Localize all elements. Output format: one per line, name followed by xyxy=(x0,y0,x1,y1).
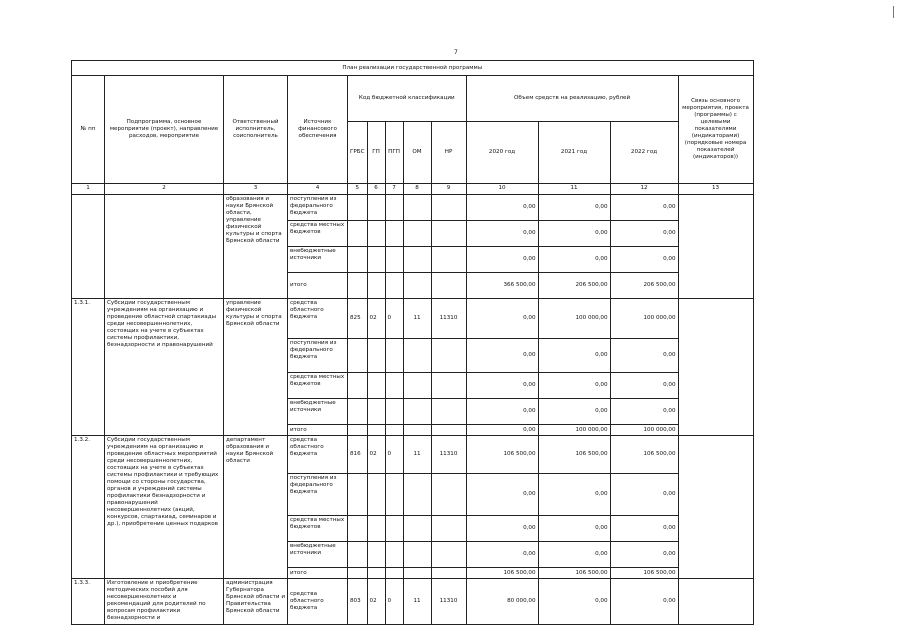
column-number: 11 xyxy=(538,184,610,195)
header-om: ОМ xyxy=(403,122,431,184)
header-link: Связь основного мероприятия, проекта (программы) с целевыми показателями (индикаторами) (порядковые номера показателей (индикаторов)) xyxy=(678,76,753,184)
row-link xyxy=(678,436,753,579)
row-source: средства местных бюджетов xyxy=(288,516,348,542)
row-executor: администрация Губернатора Брянской области и Правительства Брянской области xyxy=(224,579,288,625)
row-np: 11310 xyxy=(431,299,466,339)
program-plan-table xyxy=(71,60,754,625)
column-number: 3 xyxy=(224,184,288,195)
row-grbs xyxy=(348,474,368,516)
row-executor: управление физической культуры и спорта Брянской области xyxy=(224,299,288,436)
header-2022: 2022 год xyxy=(610,122,678,184)
column-number: 9 xyxy=(431,184,466,195)
row-gp xyxy=(367,568,385,579)
row-source: средства областного бюджета xyxy=(288,299,348,339)
row-2020: 0,00 xyxy=(466,299,538,339)
row-grbs xyxy=(348,399,368,425)
row-grbs xyxy=(348,247,368,273)
row-grbs xyxy=(348,195,368,221)
row-om xyxy=(403,247,431,273)
row-gp: 02 xyxy=(367,579,385,625)
row-np xyxy=(431,221,466,247)
row-gp xyxy=(367,273,385,299)
row-gp xyxy=(367,195,385,221)
row-om: 11 xyxy=(403,299,431,339)
row-2021: 0,00 xyxy=(538,221,610,247)
row-grbs xyxy=(348,221,368,247)
row-source: внебюджетные источники xyxy=(288,247,348,273)
row-source: средства областного бюджета xyxy=(288,579,348,625)
table-row xyxy=(72,195,754,221)
header-program: Подпрограмма, основное мероприятие (проект), направление расходов, мероприятие xyxy=(105,76,224,184)
row-2022: 106 500,00 xyxy=(610,568,678,579)
header-gp: ГП xyxy=(367,122,385,184)
row-pgp xyxy=(385,195,403,221)
row-2021: 0,00 xyxy=(538,373,610,399)
row-2022: 0,00 xyxy=(610,247,678,273)
row-2020: 0,00 xyxy=(466,516,538,542)
header-grbs: ГРБС xyxy=(348,122,368,184)
row-number xyxy=(72,195,105,299)
row-pgp xyxy=(385,273,403,299)
row-source: средства местных бюджетов xyxy=(288,373,348,399)
row-gp xyxy=(367,542,385,568)
row-om xyxy=(403,195,431,221)
column-number-row xyxy=(72,184,754,195)
row-pgp xyxy=(385,339,403,373)
row-2021: 106 500,00 xyxy=(538,568,610,579)
row-om: 11 xyxy=(403,579,431,625)
row-om xyxy=(403,373,431,399)
row-pgp xyxy=(385,516,403,542)
header-num: № пп xyxy=(72,76,105,184)
row-source: внебюджетные источники xyxy=(288,399,348,425)
row-pgp: 0 xyxy=(385,299,403,339)
row-2022: 0,00 xyxy=(610,399,678,425)
row-om xyxy=(403,399,431,425)
row-2021: 0,00 xyxy=(538,516,610,542)
row-grbs xyxy=(348,339,368,373)
row-om xyxy=(403,474,431,516)
row-om xyxy=(403,221,431,247)
row-grbs: 825 xyxy=(348,299,368,339)
table-row xyxy=(72,436,754,474)
row-2022: 100 000,00 xyxy=(610,299,678,339)
row-om: 11 xyxy=(403,436,431,474)
row-np xyxy=(431,339,466,373)
row-2021: 0,00 xyxy=(538,474,610,516)
column-number: 7 xyxy=(385,184,403,195)
row-pgp xyxy=(385,568,403,579)
page-number: 7 xyxy=(454,49,458,56)
row-gp xyxy=(367,339,385,373)
row-2020: 0,00 xyxy=(466,195,538,221)
table-row xyxy=(72,579,754,625)
row-link xyxy=(678,299,753,436)
row-2021: 0,00 xyxy=(538,339,610,373)
row-np xyxy=(431,474,466,516)
table-title: План реализации государственной программы xyxy=(72,61,754,76)
row-2020: 106 500,00 xyxy=(466,436,538,474)
table-row xyxy=(72,299,754,339)
row-2022: 106 500,00 xyxy=(610,436,678,474)
row-source: итого xyxy=(288,568,348,579)
row-2021: 0,00 xyxy=(538,195,610,221)
row-pgp xyxy=(385,425,403,436)
row-grbs: 803 xyxy=(348,579,368,625)
row-np: 11310 xyxy=(431,436,466,474)
row-pgp xyxy=(385,221,403,247)
header-budget-code: Код бюджетной классификации xyxy=(348,76,467,122)
row-pgp xyxy=(385,474,403,516)
row-2020: 0,00 xyxy=(466,474,538,516)
row-np xyxy=(431,425,466,436)
row-om xyxy=(403,273,431,299)
row-2020: 0,00 xyxy=(466,425,538,436)
row-2020: 0,00 xyxy=(466,247,538,273)
row-np xyxy=(431,373,466,399)
header-2020: 2020 год xyxy=(466,122,538,184)
header-pgp: ПГП xyxy=(385,122,403,184)
row-2021: 0,00 xyxy=(538,399,610,425)
column-number: 1 xyxy=(72,184,105,195)
row-np xyxy=(431,247,466,273)
row-source: средства областного бюджета xyxy=(288,436,348,474)
row-pgp: 0 xyxy=(385,579,403,625)
row-2022: 100 000,00 xyxy=(610,425,678,436)
row-2021: 106 500,00 xyxy=(538,436,610,474)
row-om xyxy=(403,339,431,373)
row-grbs xyxy=(348,425,368,436)
row-program: Изготовление и приобретение методических пособий для несовершеннолетних и рекомендаций для родителей по вопросам профилактики безнадзорности и xyxy=(105,579,224,625)
column-number: 12 xyxy=(610,184,678,195)
row-om xyxy=(403,425,431,436)
row-pgp xyxy=(385,373,403,399)
row-2022: 0,00 xyxy=(610,474,678,516)
row-2020: 106 500,00 xyxy=(466,568,538,579)
row-gp: 02 xyxy=(367,436,385,474)
column-number: 8 xyxy=(403,184,431,195)
row-gp xyxy=(367,516,385,542)
row-np xyxy=(431,516,466,542)
row-2020: 0,00 xyxy=(466,373,538,399)
row-executor: департамент образования и науки Брянской области xyxy=(224,436,288,579)
row-2022: 206 500,00 xyxy=(610,273,678,299)
row-np xyxy=(431,568,466,579)
row-gp xyxy=(367,247,385,273)
row-source: поступления из федерального бюджета xyxy=(288,195,348,221)
row-gp xyxy=(367,373,385,399)
row-2021: 100 000,00 xyxy=(538,425,610,436)
row-np xyxy=(431,542,466,568)
row-om xyxy=(403,516,431,542)
row-source: итого xyxy=(288,425,348,436)
row-gp xyxy=(367,425,385,436)
row-executor: образования и науки Брянской области, управление физической культуры и спорта Брянской области xyxy=(224,195,288,299)
row-pgp xyxy=(385,247,403,273)
column-number: 4 xyxy=(288,184,348,195)
row-grbs xyxy=(348,568,368,579)
column-number: 5 xyxy=(348,184,368,195)
header-2021: 2021 год xyxy=(538,122,610,184)
row-2022: 0,00 xyxy=(610,195,678,221)
row-number: 1.3.1. xyxy=(72,299,105,436)
row-link xyxy=(678,579,753,625)
row-2022: 0,00 xyxy=(610,339,678,373)
column-number: 13 xyxy=(678,184,753,195)
row-2022: 0,00 xyxy=(610,579,678,625)
row-2022: 0,00 xyxy=(610,373,678,399)
row-gp xyxy=(367,399,385,425)
row-number: 1.3.2. xyxy=(72,436,105,579)
page-edge-mark xyxy=(893,6,894,18)
row-np: 11310 xyxy=(431,579,466,625)
row-2021: 0,00 xyxy=(538,247,610,273)
row-gp xyxy=(367,474,385,516)
row-2022: 0,00 xyxy=(610,221,678,247)
row-grbs xyxy=(348,373,368,399)
row-2020: 0,00 xyxy=(466,542,538,568)
column-number: 2 xyxy=(105,184,224,195)
row-2021: 206 500,00 xyxy=(538,273,610,299)
row-om xyxy=(403,542,431,568)
row-2020: 366 500,00 xyxy=(466,273,538,299)
header-source: Источник финансового обеспечения xyxy=(288,76,348,184)
row-number: 1.3.3. xyxy=(72,579,105,625)
row-grbs xyxy=(348,273,368,299)
row-2021: 0,00 xyxy=(538,579,610,625)
row-2022: 0,00 xyxy=(610,516,678,542)
row-om xyxy=(403,568,431,579)
row-grbs xyxy=(348,542,368,568)
row-np xyxy=(431,399,466,425)
column-number: 10 xyxy=(466,184,538,195)
row-2021: 0,00 xyxy=(538,542,610,568)
row-2020: 0,00 xyxy=(466,339,538,373)
row-program: Субсидии государственным учреждениям на организацию и проведение областных мероприятий среди несовершеннолетних, состоящих на учете в субъектах системы профилактики и требующих помощи со стороны государства, органов и учреждений системы профилактики безнадзорности и правонарушений несовершеннолетних (акций, конкурсов, спартакиад, семинаров и др.), приобретение ценных подарков xyxy=(105,436,224,579)
row-source: средства местных бюджетов xyxy=(288,221,348,247)
row-2020: 80 000,00 xyxy=(466,579,538,625)
row-gp: 02 xyxy=(367,299,385,339)
header-executor: Ответственный исполнитель, соисполнитель xyxy=(224,76,288,184)
row-program: Субсидии государственным учреждениям на организацию и проведение областной спартакиады среди несовершеннолетних, состоящих на учете в субъектах системы профилактики, безнадзорности и правонарушений xyxy=(105,299,224,436)
row-gp xyxy=(367,221,385,247)
row-2020: 0,00 xyxy=(466,221,538,247)
row-np xyxy=(431,273,466,299)
row-program xyxy=(105,195,224,299)
row-source: поступления из федерального бюджета xyxy=(288,474,348,516)
row-link xyxy=(678,195,753,299)
row-source: итого xyxy=(288,273,348,299)
row-pgp xyxy=(385,399,403,425)
row-np xyxy=(431,195,466,221)
header-np: НР xyxy=(431,122,466,184)
row-2020: 0,00 xyxy=(466,399,538,425)
row-grbs xyxy=(348,516,368,542)
row-source: внебюджетные источники xyxy=(288,542,348,568)
row-pgp: 0 xyxy=(385,436,403,474)
row-source: поступления из федерального бюджета xyxy=(288,339,348,373)
header-volume: Объем средств на реализацию, рублей xyxy=(466,76,678,122)
row-pgp xyxy=(385,542,403,568)
row-grbs: 816 xyxy=(348,436,368,474)
row-2021: 100 000,00 xyxy=(538,299,610,339)
column-number: 6 xyxy=(367,184,385,195)
row-2022: 0,00 xyxy=(610,542,678,568)
